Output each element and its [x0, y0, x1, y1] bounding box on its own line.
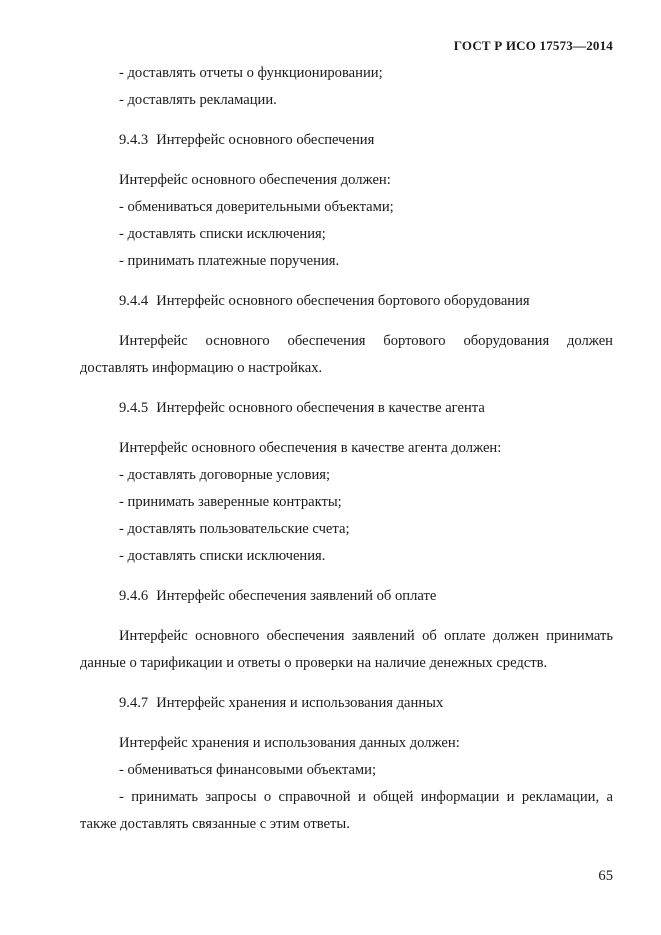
section-intro: Интерфейс хранения и использования данных должен:: [119, 735, 460, 751]
section-heading-9-4-3: [80, 127, 613, 154]
page-number: 65: [598, 868, 613, 884]
section-intro: Интерфейс основного обеспечения в качестве агента должен:: [119, 440, 502, 456]
section-heading-9-4-4: [80, 288, 613, 315]
section-paragraph: Интерфейс основного обеспечения заявлений об оплате должен принимать данные о тарификации и ответы о проверки на наличие денежных средств.: [80, 628, 613, 671]
list-item: - доставлять рекламации.: [119, 92, 277, 108]
list-item: - доставлять списки исключения.: [119, 548, 326, 564]
section-intro: Интерфейс основного обеспечения должен:: [119, 172, 391, 188]
section-heading-9-4-5: [80, 395, 613, 422]
page-header-doc-id: ГОСТ Р ИСО 17573—2014: [453, 38, 613, 53]
page-content: [80, 60, 613, 838]
list-item: - принимать платежные поручения.: [119, 253, 340, 269]
list-item: - доставлять пользовательские счета;: [119, 521, 350, 537]
section-title: Интерфейс основного обеспечения бортового оборудования: [156, 293, 530, 309]
section-number: 9.4.4: [119, 293, 149, 309]
section-number: 9.4.3: [119, 132, 149, 148]
section-number: 9.4.6: [119, 588, 149, 604]
list-item: - принимать заверенные контракты;: [119, 494, 342, 510]
section-heading-9-4-6: [80, 583, 613, 610]
list-item: - доставлять договорные условия;: [119, 467, 331, 483]
section-title: Интерфейс обеспечения заявлений об оплате: [156, 588, 437, 604]
list-item: - доставлять отчеты о функционировании;: [119, 65, 383, 81]
section-paragraph: Интерфейс основного обеспечения бортового оборудования должен доставлять информацию о настройках.: [80, 333, 613, 376]
section-title: Интерфейс основного обеспечения в качестве агента: [156, 400, 485, 416]
list-item: - принимать запросы о справочной и общей информации и рекламации, а также доставлять связанные с этим ответы.: [80, 789, 613, 832]
list-item: - обмениваться доверительными объектами;: [119, 199, 394, 215]
list-item: - доставлять списки исключения;: [119, 226, 326, 242]
section-title: Интерфейс основного обеспечения: [156, 132, 375, 148]
section-title: Интерфейс хранения и использования данных: [156, 695, 444, 711]
section-heading-9-4-7: [80, 690, 613, 717]
section-number: 9.4.5: [119, 400, 149, 416]
list-item: - обмениваться финансовыми объектами;: [119, 762, 377, 778]
section-number: 9.4.7: [119, 695, 149, 711]
